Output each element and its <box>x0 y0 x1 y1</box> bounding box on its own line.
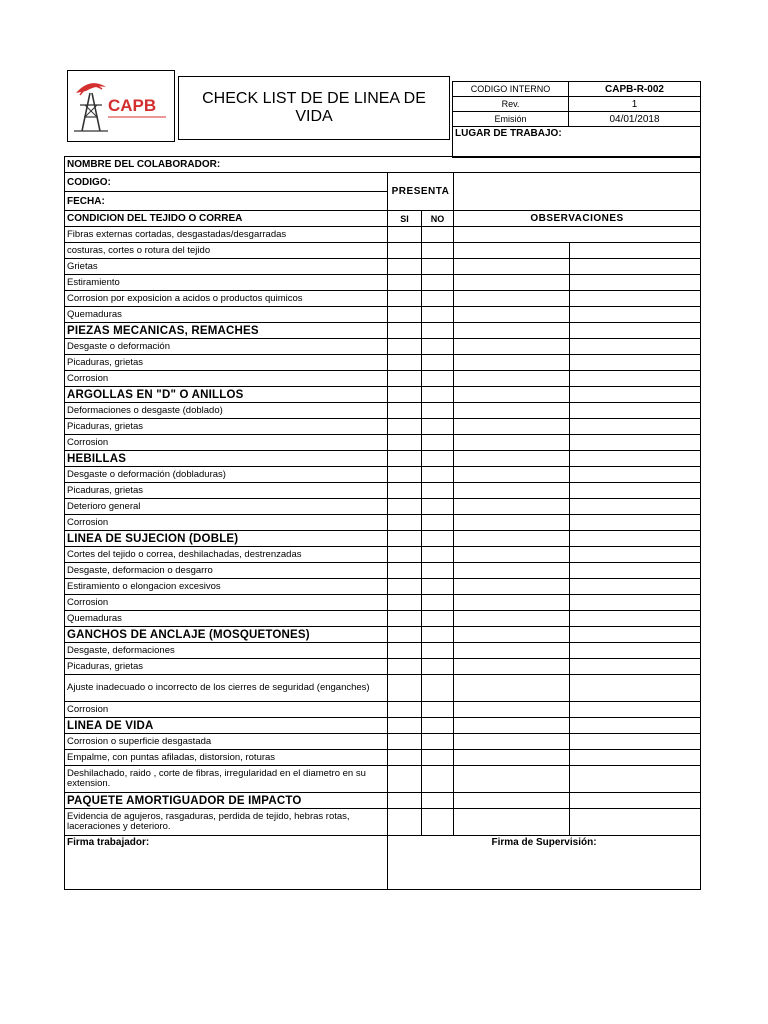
observaciones-cell-2[interactable] <box>570 643 701 659</box>
si-checkbox-cell[interactable] <box>388 611 422 627</box>
item-label: costuras, cortes o rotura del tejido <box>65 243 388 259</box>
checklist-item-row <box>65 307 701 323</box>
item-label: Fibras externas cortadas, desgastadas/desgarradas <box>65 227 388 243</box>
item-label: Grietas <box>65 259 388 275</box>
checklist-item-row <box>65 243 701 259</box>
item-label: Corrosion <box>65 595 388 611</box>
item-label: Picaduras, grietas <box>65 419 388 435</box>
observaciones-cell-2[interactable] <box>570 750 701 766</box>
si-checkbox-cell[interactable] <box>388 579 422 595</box>
emision-label: Emisión <box>453 112 569 127</box>
si-checkbox-cell[interactable] <box>388 419 422 435</box>
item-label: Corrosion por exposicion a acidos o productos quimicos <box>65 291 388 307</box>
checklist-item-row <box>65 611 701 627</box>
firma-trabajador-field[interactable] <box>65 836 388 890</box>
observaciones-cell[interactable] <box>454 451 570 467</box>
item-label: Deshilachado, raido , corte de fibras, irregularidad en el diametro en su extension. <box>65 766 388 793</box>
observaciones-cell-2[interactable] <box>570 403 701 419</box>
observaciones-cell-2[interactable] <box>570 307 701 323</box>
observaciones-cell-2[interactable] <box>570 595 701 611</box>
si-checkbox-cell[interactable] <box>388 675 422 702</box>
nombre-row <box>65 157 701 173</box>
observaciones-cell[interactable] <box>454 809 570 836</box>
observaciones-cell[interactable] <box>454 750 570 766</box>
codigo-field[interactable] <box>65 173 388 192</box>
rev-value: 1 <box>569 97 701 112</box>
si-checkbox-cell[interactable] <box>388 259 422 275</box>
observaciones-cell[interactable] <box>454 403 570 419</box>
no-header: NO <box>422 211 454 227</box>
item-label: Estiramiento <box>65 275 388 291</box>
item-label: Corrosion <box>65 702 388 718</box>
observaciones-cell[interactable] <box>454 291 570 307</box>
si-checkbox-cell[interactable] <box>388 809 422 836</box>
observaciones-cell[interactable] <box>454 499 570 515</box>
observaciones-cell[interactable] <box>454 355 570 371</box>
observaciones-cell-2[interactable] <box>570 259 701 275</box>
no-checkbox-cell[interactable] <box>422 611 454 627</box>
presenta-blank <box>454 173 701 211</box>
no-checkbox-cell[interactable] <box>422 595 454 611</box>
emision-value: 04/01/2018 <box>569 112 701 127</box>
checklist-item-row <box>65 259 701 275</box>
nombre-colaborador-label: NOMBRE DEL COLABORADOR: <box>67 159 221 170</box>
si-checkbox-cell[interactable] <box>388 403 422 419</box>
observaciones-cell[interactable] <box>454 339 570 355</box>
no-checkbox-cell[interactable] <box>422 451 454 467</box>
si-checkbox-cell[interactable] <box>388 766 422 793</box>
no-checkbox-cell[interactable] <box>422 515 454 531</box>
item-label: Desgaste o deformación <box>65 339 388 355</box>
item-label: Corrosion <box>65 515 388 531</box>
observaciones-cell-2[interactable] <box>570 467 701 483</box>
no-checkbox-cell[interactable] <box>422 307 454 323</box>
observaciones-cell[interactable] <box>454 531 570 547</box>
observaciones-cell[interactable] <box>454 419 570 435</box>
item-label: Cortes del tejido o correa, deshilachadas, destrenzadas <box>65 547 388 563</box>
item-label: Desgaste, deformaciones <box>65 643 388 659</box>
no-checkbox-cell[interactable] <box>422 531 454 547</box>
fecha-label: FECHA: <box>67 195 105 207</box>
section-title: LINEA DE SUJECION (DOBLE) <box>65 531 388 547</box>
observaciones-cell[interactable] <box>454 611 570 627</box>
item-label: Estiramiento o elongacion excesivos <box>65 579 388 595</box>
observaciones-cell-2[interactable] <box>570 579 701 595</box>
no-checkbox-cell[interactable] <box>422 659 454 675</box>
si-checkbox-cell[interactable] <box>388 793 422 809</box>
checklist-item-row <box>65 809 701 836</box>
si-checkbox-cell[interactable] <box>388 563 422 579</box>
observaciones-header: OBSERVACIONES <box>454 211 701 227</box>
item-label: Corrosion <box>65 435 388 451</box>
observaciones-cell[interactable] <box>454 702 570 718</box>
checklist-item-row <box>65 339 701 355</box>
observaciones-cell[interactable] <box>454 307 570 323</box>
no-checkbox-cell[interactable] <box>422 750 454 766</box>
condicion-header: CONDICION DEL TEJIDO O CORREA <box>65 211 388 227</box>
observaciones-cell-2[interactable] <box>570 355 701 371</box>
item-label: Picaduras, grietas <box>65 659 388 675</box>
observaciones-cell-2[interactable] <box>570 339 701 355</box>
item-label: Corrosion o superficie desgastada <box>65 734 388 750</box>
document-title: CHECK LIST DE DE LINEA DE VIDA <box>178 76 450 140</box>
si-checkbox-cell[interactable] <box>388 339 422 355</box>
observaciones-cell[interactable] <box>454 323 570 339</box>
checklist-item-row <box>65 675 701 702</box>
si-checkbox-cell[interactable] <box>388 750 422 766</box>
si-checkbox-cell[interactable] <box>388 595 422 611</box>
observaciones-cell-2[interactable] <box>570 547 701 563</box>
si-checkbox-cell[interactable] <box>388 531 422 547</box>
observaciones-cell-2[interactable] <box>570 659 701 675</box>
no-checkbox-cell[interactable] <box>422 371 454 387</box>
observaciones-cell-2[interactable] <box>570 515 701 531</box>
checklist-item-row <box>65 643 701 659</box>
observaciones-cell[interactable] <box>454 627 570 643</box>
observaciones-cell[interactable] <box>454 595 570 611</box>
observaciones-cell[interactable] <box>454 515 570 531</box>
si-checkbox-cell[interactable] <box>388 467 422 483</box>
si-checkbox-cell[interactable] <box>388 371 422 387</box>
codigo-interno-label: CODIGO INTERNO <box>453 82 569 97</box>
checklist-item-row <box>65 227 701 243</box>
section-title: GANCHOS DE ANCLAJE (MOSQUETONES) <box>65 627 388 643</box>
observaciones-cell[interactable] <box>454 243 570 259</box>
lugar-trabajo-field[interactable] <box>453 127 701 158</box>
section-header-row <box>65 627 701 643</box>
checklist-item-row <box>65 515 701 531</box>
lugar-trabajo-label: LUGAR DE TRABAJO: <box>455 128 562 139</box>
observaciones-cell[interactable] <box>454 547 570 563</box>
si-checkbox-cell[interactable] <box>388 643 422 659</box>
rev-row <box>453 97 701 112</box>
item-label: Evidencia de agujeros, rasgaduras, perdida de tejido, hebras rotas, laceraciones y deterioro. <box>65 809 388 836</box>
observaciones-cell[interactable] <box>454 259 570 275</box>
observaciones-cell-2[interactable] <box>570 387 701 403</box>
emision-row <box>453 112 701 127</box>
no-checkbox-cell[interactable] <box>422 809 454 836</box>
no-checkbox-cell[interactable] <box>422 793 454 809</box>
si-header: SI <box>388 211 422 227</box>
item-label: Empalme, con puntas afiladas, distorsion, roturas <box>65 750 388 766</box>
no-checkbox-cell[interactable] <box>422 259 454 275</box>
checklist-item-row <box>65 563 701 579</box>
section-header-row <box>65 531 701 547</box>
observaciones-cell-2[interactable] <box>570 563 701 579</box>
header-info-table <box>452 81 701 158</box>
lugar-row <box>453 127 701 158</box>
item-label: Deterioro general <box>65 499 388 515</box>
company-logo <box>67 70 175 142</box>
observaciones-cell-2[interactable] <box>570 718 701 734</box>
observaciones-cell-2[interactable] <box>570 793 701 809</box>
firma-trabajador-label: Firma trabajador: <box>67 837 150 848</box>
no-checkbox-cell[interactable] <box>422 675 454 702</box>
codigo-interno-row <box>453 82 701 97</box>
checklist-item-row <box>65 750 701 766</box>
observaciones-cell-2[interactable] <box>570 243 701 259</box>
observaciones-cell-2[interactable] <box>570 531 701 547</box>
checklist-item-row <box>65 419 701 435</box>
section-header-row <box>65 323 701 339</box>
section-header-row <box>65 451 701 467</box>
observaciones-cell[interactable] <box>454 387 570 403</box>
observaciones-cell-2[interactable] <box>570 291 701 307</box>
observaciones-cell[interactable] <box>454 793 570 809</box>
checklist-item-row <box>65 371 701 387</box>
observaciones-cell-2[interactable] <box>570 275 701 291</box>
si-checkbox-cell[interactable] <box>388 227 422 243</box>
si-checkbox-cell[interactable] <box>388 718 422 734</box>
no-checkbox-cell[interactable] <box>422 766 454 793</box>
si-checkbox-cell[interactable] <box>388 355 422 371</box>
no-checkbox-cell[interactable] <box>422 627 454 643</box>
section-header-row <box>65 387 701 403</box>
checklist-item-row <box>65 595 701 611</box>
section-header-row <box>65 793 701 809</box>
item-label: Ajuste inadecuado o incorrecto de los cierres de seguridad (enganches) <box>65 675 388 702</box>
no-checkbox-cell[interactable] <box>422 499 454 515</box>
no-checkbox-cell[interactable] <box>422 227 454 243</box>
no-checkbox-cell[interactable] <box>422 718 454 734</box>
condicion-header-row <box>65 211 701 227</box>
codigo-label: CODIGO: <box>67 176 111 188</box>
si-checkbox-cell[interactable] <box>388 323 422 339</box>
no-checkbox-cell[interactable] <box>422 547 454 563</box>
nombre-colaborador-field[interactable] <box>65 157 701 173</box>
section-title: ARGOLLAS EN "D" O ANILLOS <box>65 387 388 403</box>
observaciones-cell-2[interactable] <box>570 451 701 467</box>
no-checkbox-cell[interactable] <box>422 483 454 499</box>
si-checkbox-cell[interactable] <box>388 659 422 675</box>
observaciones-cell-2[interactable] <box>570 675 701 702</box>
observaciones-cell-2[interactable] <box>570 734 701 750</box>
no-checkbox-cell[interactable] <box>422 579 454 595</box>
no-checkbox-cell[interactable] <box>422 467 454 483</box>
checklist-item-row <box>65 766 701 793</box>
observaciones-cell-2[interactable] <box>570 627 701 643</box>
checklist-item-row <box>65 483 701 499</box>
no-checkbox-cell[interactable] <box>422 702 454 718</box>
presenta-header: PRESENTA <box>388 173 454 211</box>
firma-supervision-label: Firma de Supervisión: <box>491 837 597 848</box>
si-checkbox-cell[interactable] <box>388 547 422 563</box>
observaciones-cell-2[interactable] <box>570 499 701 515</box>
si-checkbox-cell[interactable] <box>388 275 422 291</box>
observaciones-cell[interactable] <box>454 275 570 291</box>
observaciones-cell-2[interactable] <box>570 611 701 627</box>
no-checkbox-cell[interactable] <box>422 323 454 339</box>
checklist-item-row <box>65 467 701 483</box>
observaciones-cell[interactable] <box>454 659 570 675</box>
observaciones-cell[interactable] <box>454 371 570 387</box>
signature-row <box>65 836 701 890</box>
checklist-item-row <box>65 355 701 371</box>
no-checkbox-cell[interactable] <box>422 643 454 659</box>
checklist-item-row <box>65 403 701 419</box>
codigo-row <box>65 173 701 192</box>
no-checkbox-cell[interactable] <box>422 435 454 451</box>
no-checkbox-cell[interactable] <box>422 734 454 750</box>
item-label: Quemaduras <box>65 307 388 323</box>
checklist-item-row <box>65 734 701 750</box>
no-checkbox-cell[interactable] <box>422 419 454 435</box>
no-checkbox-cell[interactable] <box>422 339 454 355</box>
item-label: Corrosion <box>65 371 388 387</box>
observaciones-cell[interactable] <box>454 675 570 702</box>
checklist-item-row <box>65 499 701 515</box>
si-checkbox-cell[interactable] <box>388 387 422 403</box>
no-checkbox-cell[interactable] <box>422 563 454 579</box>
checklist-item-row <box>65 435 701 451</box>
checklist-item-row <box>65 659 701 675</box>
section-title: PAQUETE AMORTIGUADOR DE IMPACTO <box>65 793 388 809</box>
observaciones-cell[interactable] <box>454 435 570 451</box>
si-checkbox-cell[interactable] <box>388 515 422 531</box>
observaciones-cell[interactable] <box>454 467 570 483</box>
si-checkbox-cell[interactable] <box>388 291 422 307</box>
si-checkbox-cell[interactable] <box>388 483 422 499</box>
si-checkbox-cell[interactable] <box>388 451 422 467</box>
si-checkbox-cell[interactable] <box>388 702 422 718</box>
observaciones-cell-2[interactable] <box>570 809 701 836</box>
item-label: Picaduras, grietas <box>65 483 388 499</box>
no-checkbox-cell[interactable] <box>422 291 454 307</box>
observaciones-cell-2[interactable] <box>570 323 701 339</box>
observaciones-cell-2[interactable] <box>570 419 701 435</box>
no-checkbox-cell[interactable] <box>422 355 454 371</box>
no-checkbox-cell[interactable] <box>422 387 454 403</box>
si-checkbox-cell[interactable] <box>388 435 422 451</box>
checklist-table <box>64 156 701 890</box>
no-checkbox-cell[interactable] <box>422 243 454 259</box>
item-label: Deformaciones o desgaste (doblado) <box>65 403 388 419</box>
firma-supervision-field[interactable] <box>388 836 701 890</box>
observaciones-cell[interactable] <box>454 643 570 659</box>
rev-label: Rev. <box>453 97 569 112</box>
checklist-item-row <box>65 579 701 595</box>
observaciones-cell-2[interactable] <box>570 766 701 793</box>
observaciones-cell[interactable] <box>454 483 570 499</box>
no-checkbox-cell[interactable] <box>422 275 454 291</box>
observaciones-cell[interactable] <box>454 734 570 750</box>
si-checkbox-cell[interactable] <box>388 243 422 259</box>
item-label: Quemaduras <box>65 611 388 627</box>
item-label: Desgaste, deformacion o desgarro <box>65 563 388 579</box>
codigo-interno-value: CAPB-R-002 <box>569 82 701 97</box>
fecha-field[interactable] <box>65 192 388 211</box>
observaciones-cell[interactable] <box>454 227 701 243</box>
observaciones-cell-2[interactable] <box>570 435 701 451</box>
section-header-row <box>65 718 701 734</box>
section-title: PIEZAS MECANICAS, REMACHES <box>65 323 388 339</box>
section-title: HEBILLAS <box>65 451 388 467</box>
observaciones-cell-2[interactable] <box>570 483 701 499</box>
capb-logo-icon <box>68 71 174 141</box>
observaciones-cell[interactable] <box>454 563 570 579</box>
checklist-item-row <box>65 291 701 307</box>
observaciones-cell[interactable] <box>454 718 570 734</box>
observaciones-cell-2[interactable] <box>570 702 701 718</box>
checklist-item-row <box>65 547 701 563</box>
item-label: Picaduras, grietas <box>65 355 388 371</box>
observaciones-cell[interactable] <box>454 766 570 793</box>
item-label: Desgaste o deformación (dobladuras) <box>65 467 388 483</box>
section-title: LINEA DE VIDA <box>65 718 388 734</box>
observaciones-cell-2[interactable] <box>570 371 701 387</box>
svg-text:CAPB: CAPB <box>108 96 157 115</box>
si-checkbox-cell[interactable] <box>388 307 422 323</box>
si-checkbox-cell[interactable] <box>388 734 422 750</box>
si-checkbox-cell[interactable] <box>388 627 422 643</box>
checklist-item-row <box>65 702 701 718</box>
no-checkbox-cell[interactable] <box>422 403 454 419</box>
observaciones-cell[interactable] <box>454 579 570 595</box>
checklist-item-row <box>65 275 701 291</box>
si-checkbox-cell[interactable] <box>388 499 422 515</box>
